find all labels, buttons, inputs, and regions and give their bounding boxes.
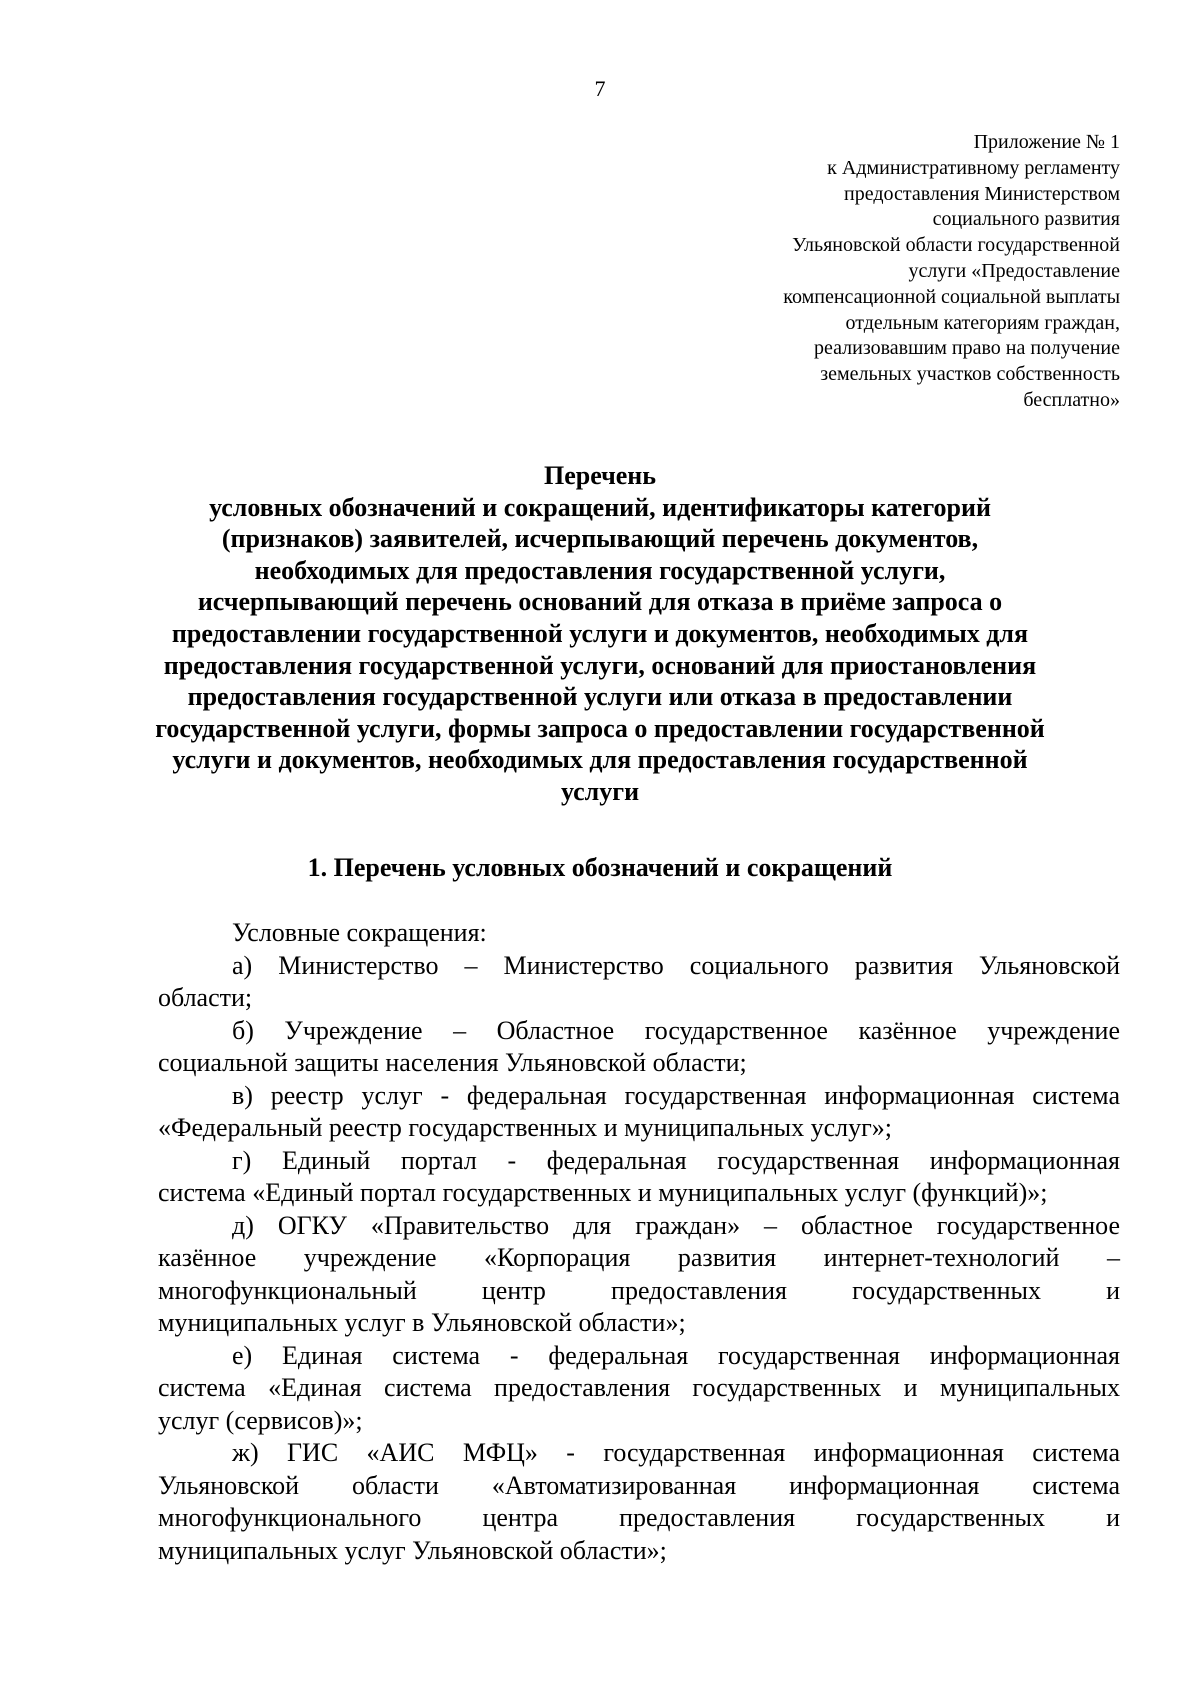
list-item-line: г) Единый портал - федеральная государственная информационная <box>232 1145 1120 1175</box>
list-item-line: многофункциональный центр предоставления государственных и <box>158 1275 1120 1305</box>
page-number: 7 <box>594 76 606 101</box>
title-line: предоставлении государственной услуги и документов, необходимых для <box>171 618 1029 648</box>
title-line: исчерпывающий перечень оснований для отказа в приёме запроса о <box>197 587 1003 617</box>
appendix-line: Ульяновской области государственной <box>792 234 1120 257</box>
list-item-line: б) Учреждение – Областное государственное казённое учреждение <box>232 1015 1120 1045</box>
title-line: (признаков) заявителей, исчерпывающий перечень документов, <box>221 524 979 554</box>
document-title <box>140 460 1060 808</box>
title-line: Перечень <box>543 461 657 490</box>
list-item-line: муниципальных услуг Ульяновской области»; <box>158 1535 667 1565</box>
list-item <box>158 1080 1120 1145</box>
list-item-line: казённое учреждение «Корпорация развития интернет-технологий – <box>158 1243 1120 1272</box>
list-item-line: услуг (сервисов)»; <box>158 1405 363 1435</box>
title-line: предоставления государственной услуги, оснований для приостановления <box>163 650 1037 680</box>
list-item-line: ж) ГИС «АИС МФЦ» - государственная информационная система <box>232 1438 1120 1467</box>
list-item-line: «Федеральный реестр государственных и муниципальных услуг»; <box>158 1113 893 1142</box>
section-heading: 1. Перечень условных обозначений и сокращений <box>307 853 893 882</box>
list-item-line: области; <box>158 983 253 1012</box>
appendix-header <box>660 130 1120 414</box>
title-line: предоставления государственной услуги или отказа в предоставлении <box>187 682 1013 712</box>
appendix-line: отдельным категориям граждан, <box>845 311 1120 334</box>
title-line: государственной услуги, формы запроса о предоставлении государственной <box>155 713 1045 743</box>
list-item-line: в) реестр услуг - федеральная государственная информационная система <box>232 1080 1120 1110</box>
body-intro: Условные сокращения: <box>232 918 487 947</box>
list-item-line: многофункционального центра предоставления государственных и <box>158 1503 1120 1532</box>
appendix-line: Приложение № 1 <box>973 131 1120 153</box>
title-line: условных обозначений и сокращений, идентификаторы категорий <box>209 492 991 522</box>
list-item <box>158 1340 1120 1438</box>
title-line: услуги и документов, необходимых для предоставления государственной <box>172 745 1028 775</box>
list-item <box>158 1437 1120 1567</box>
list-item <box>158 1015 1120 1080</box>
list-item <box>158 1145 1120 1210</box>
list-item-line: система «Единый портал государственных и муниципальных услуг (функций)»; <box>158 1178 1048 1207</box>
appendix-line: социального развития <box>932 208 1120 231</box>
appendix-line: реализовавшим право на получение <box>813 337 1120 360</box>
list-item-line: система «Единая система предоставления государственных и муниципальных <box>158 1373 1120 1402</box>
list-item-line: муниципальных услуг в Ульяновской области»; <box>158 1308 686 1337</box>
list-item-line: социальной защиты населения Ульяновской области; <box>158 1048 747 1077</box>
appendix-line: к Административному регламенту <box>827 156 1120 179</box>
list-item-line: д) ОГКУ «Правительство для граждан» – областное государственное <box>232 1210 1120 1240</box>
document-body <box>158 917 1120 1567</box>
title-line: необходимых для предоставления государственной услуги, <box>254 555 946 585</box>
list-item <box>158 1210 1120 1340</box>
title-line: услуги <box>560 776 640 806</box>
appendix-line: бесплатно» <box>1023 388 1120 411</box>
appendix-line: компенсационной социальной выплаты <box>783 285 1120 308</box>
appendix-line: предоставления Министерством <box>844 182 1120 205</box>
list-item-line: е) Единая система - федеральная государственная информационная <box>232 1340 1120 1370</box>
appendix-line: услуги «Предоставление <box>908 259 1120 282</box>
list-item-line: а) Министерство – Министерство социального развития Ульяновской <box>232 950 1120 980</box>
list-item-line: Ульяновской области «Автоматизированная информационная система <box>158 1470 1120 1500</box>
appendix-line: земельных участков собственность <box>820 363 1120 386</box>
list-item <box>158 950 1120 1015</box>
